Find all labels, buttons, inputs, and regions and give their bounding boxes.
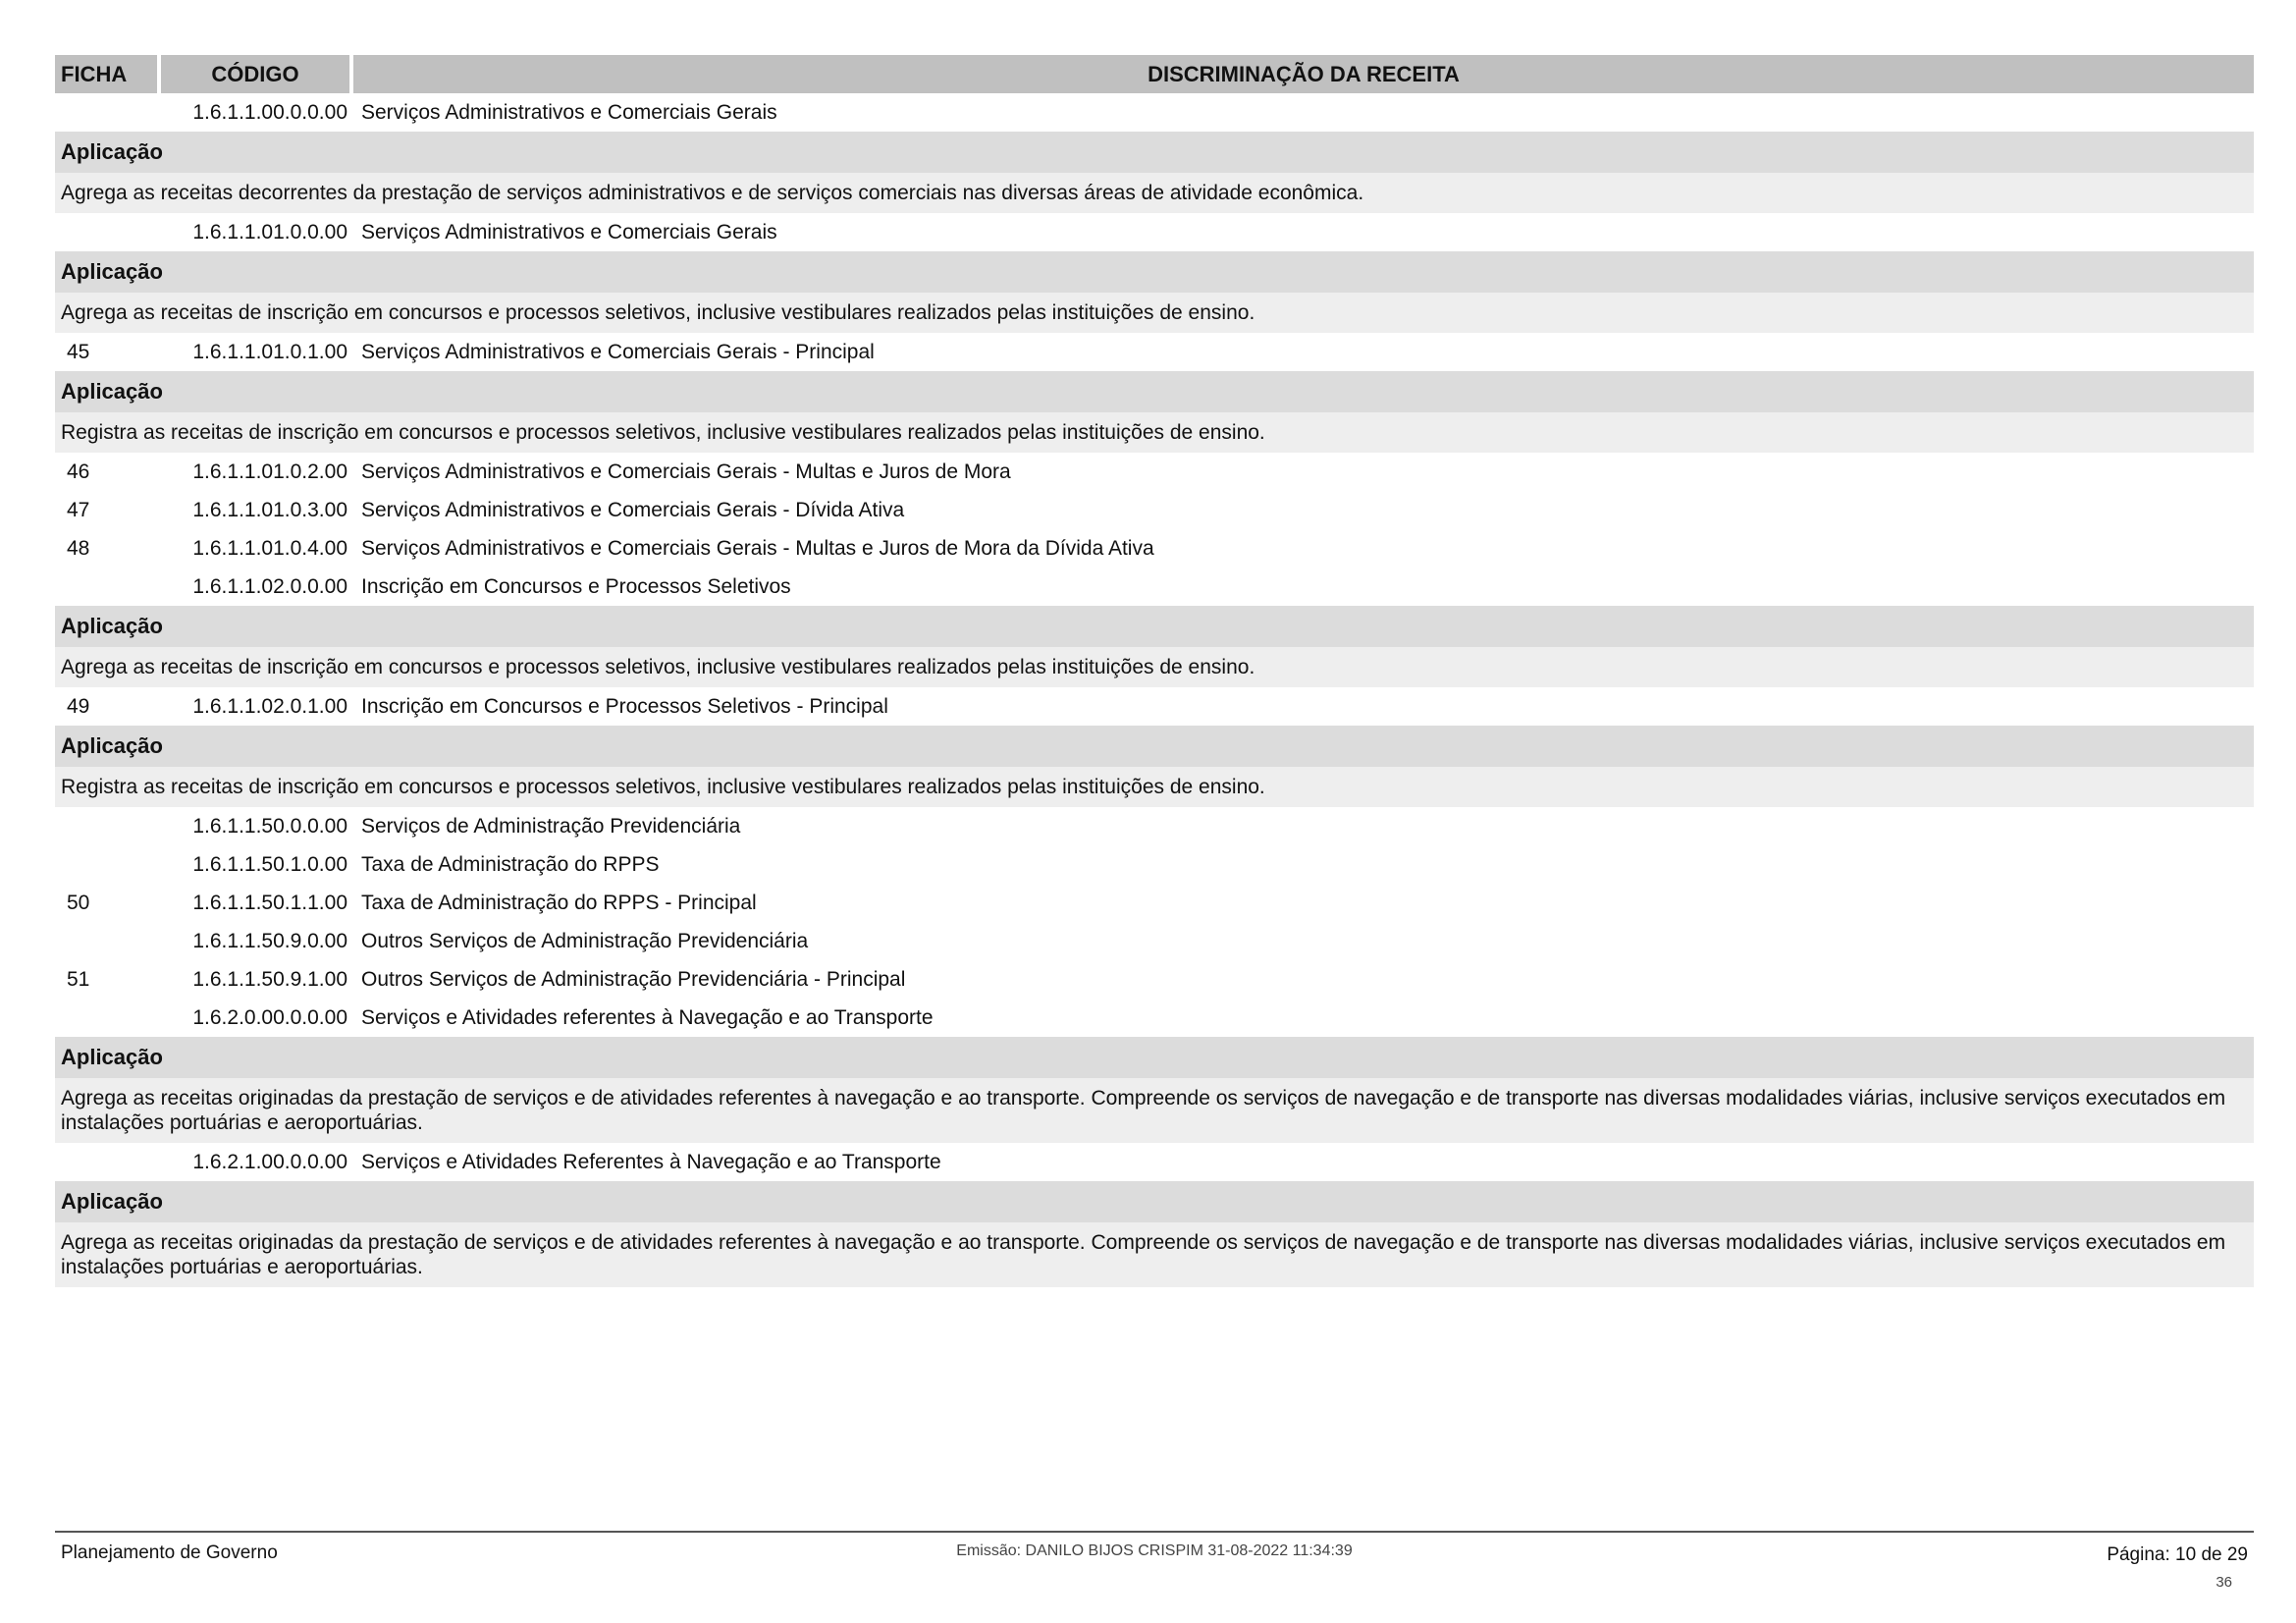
table-row	[55, 884, 2254, 922]
row-description: Serviços Administrativos e Comerciais Gerais - Multas e Juros de Mora da Dívida Ativa	[361, 536, 1154, 560]
footer-page-number: 36	[2216, 1574, 2232, 1591]
table-header	[55, 55, 2254, 93]
table-row	[55, 568, 2254, 606]
row-description: Outros Serviços de Administração Previdenciária	[361, 929, 809, 952]
aplicacao-label: Aplicação	[55, 251, 2254, 293]
row-ficha: 50	[67, 891, 90, 914]
footer-emission: Emissão: DANILO BIJOS CRISPIM 31-08-2022 11:34:39	[956, 1542, 1353, 1559]
row-codigo: 1.6.1.1.02.0.1.00	[192, 694, 347, 718]
row-ficha: 45	[67, 340, 90, 363]
header-ficha: FICHA	[55, 55, 161, 93]
row-codigo: 1.6.2.0.00.0.0.00	[192, 1005, 347, 1029]
row-ficha: 48	[67, 536, 90, 560]
row-description: Taxa de Administração do RPPS - Principal	[361, 891, 757, 914]
table-row	[55, 960, 2254, 999]
row-description: Serviços e Atividades referentes à Navegação e ao Transporte	[361, 1005, 934, 1029]
row-ficha: 46	[67, 460, 90, 483]
row-description: Serviços Administrativos e Comerciais Gerais	[361, 100, 777, 124]
table-row	[55, 922, 2254, 960]
table-row	[55, 529, 2254, 568]
aplicacao-label: Aplicação	[55, 606, 2254, 647]
table-row	[55, 845, 2254, 884]
aplicacao-label: Aplicação	[55, 132, 2254, 173]
row-codigo: 1.6.1.1.01.0.1.00	[192, 340, 347, 363]
row-description: Serviços Administrativos e Comerciais Gerais - Multas e Juros de Mora	[361, 460, 1011, 483]
table-row	[55, 93, 2254, 132]
row-description: Serviços e Atividades Referentes à Navegação e ao Transporte	[361, 1150, 941, 1173]
table-row	[55, 333, 2254, 371]
row-description: Inscrição em Concursos e Processos Seletivos	[361, 574, 791, 598]
footer-page-indicator: Página: 10 de 29	[2107, 1544, 2248, 1565]
header-discriminacao: DISCRIMINAÇÃO DA RECEITA	[1148, 62, 1460, 86]
row-codigo: 1.6.1.1.50.0.0.00	[192, 814, 347, 838]
row-description: Serviços Administrativos e Comerciais Gerais - Principal	[361, 340, 875, 363]
row-codigo: 1.6.1.1.01.0.2.00	[192, 460, 347, 483]
footer-department: Planejamento de Governo	[61, 1542, 278, 1563]
aplicacao-label: Aplicação	[55, 371, 2254, 412]
table-row	[55, 491, 2254, 529]
header-codigo: CÓDIGO	[161, 55, 353, 93]
row-codigo: 1.6.1.1.50.1.0.00	[192, 852, 347, 876]
aplicacao-text: Agrega as receitas de inscrição em concursos e processos seletivos, inclusive vestibulares realizados pelas instituições de ensino.	[55, 647, 2254, 687]
table-row	[55, 807, 2254, 845]
aplicacao-label: Aplicação	[55, 1037, 2254, 1078]
table-body	[55, 93, 2254, 1287]
aplicacao-label: Aplicação	[55, 1181, 2254, 1222]
row-codigo: 1.6.1.1.50.9.0.00	[192, 929, 347, 952]
row-description: Serviços Administrativos e Comerciais Gerais	[361, 220, 777, 243]
row-codigo: 1.6.1.1.00.0.0.00	[192, 100, 347, 124]
table-row	[55, 1143, 2254, 1181]
aplicacao-text: Agrega as receitas de inscrição em concursos e processos seletivos, inclusive vestibulares realizados pelas instituições de ensino.	[55, 293, 2254, 333]
row-codigo: 1.6.1.1.01.0.3.00	[192, 498, 347, 521]
row-codigo: 1.6.1.1.01.0.0.00	[192, 220, 347, 243]
revenue-table	[55, 55, 2254, 1287]
row-ficha: 47	[67, 498, 90, 521]
table-row	[55, 687, 2254, 726]
row-codigo: 1.6.1.1.01.0.4.00	[192, 536, 347, 560]
row-codigo: 1.6.1.1.50.1.1.00	[192, 891, 347, 914]
row-codigo: 1.6.1.1.02.0.0.00	[192, 574, 347, 598]
row-description: Serviços de Administração Previdenciária	[361, 814, 741, 838]
aplicacao-text: Agrega as receitas originadas da prestação de serviços e de atividades referentes à navegação e ao transporte. Compreende os serviços de navegação e de transporte nas diversas modalidades viárias, inclusive serviços executados em instalações portuárias e aeroportuárias.	[55, 1222, 2254, 1287]
row-description: Outros Serviços de Administração Previdenciária - Principal	[361, 967, 906, 991]
aplicacao-text: Registra as receitas de inscrição em concursos e processos seletivos, inclusive vestibulares realizados pelas instituições de ensino.	[55, 412, 2254, 453]
aplicacao-label: Aplicação	[55, 726, 2254, 767]
row-codigo: 1.6.1.1.50.9.1.00	[192, 967, 347, 991]
row-ficha: 51	[67, 967, 90, 991]
aplicacao-text: Agrega as receitas originadas da prestação de serviços e de atividades referentes à navegação e ao transporte. Compreende os serviços de navegação e de transporte nas diversas modalidades viárias, inclusive serviços executados em instalações portuárias e aeroportuárias.	[55, 1078, 2254, 1143]
table-row	[55, 999, 2254, 1037]
row-description: Serviços Administrativos e Comerciais Gerais - Dívida Ativa	[361, 498, 905, 521]
aplicacao-text: Registra as receitas de inscrição em concursos e processos seletivos, inclusive vestibulares realizados pelas instituições de ensino.	[55, 767, 2254, 807]
table-row	[55, 453, 2254, 491]
row-description: Taxa de Administração do RPPS	[361, 852, 660, 876]
row-codigo: 1.6.2.1.00.0.0.00	[192, 1150, 347, 1173]
page-footer	[55, 1531, 2254, 1591]
row-description: Inscrição em Concursos e Processos Seletivos - Principal	[361, 694, 888, 718]
table-row	[55, 213, 2254, 251]
aplicacao-text: Agrega as receitas decorrentes da prestação de serviços administrativos e de serviços comerciais nas diversas áreas de atividade econômica.	[55, 173, 2254, 213]
row-ficha: 49	[67, 694, 90, 718]
